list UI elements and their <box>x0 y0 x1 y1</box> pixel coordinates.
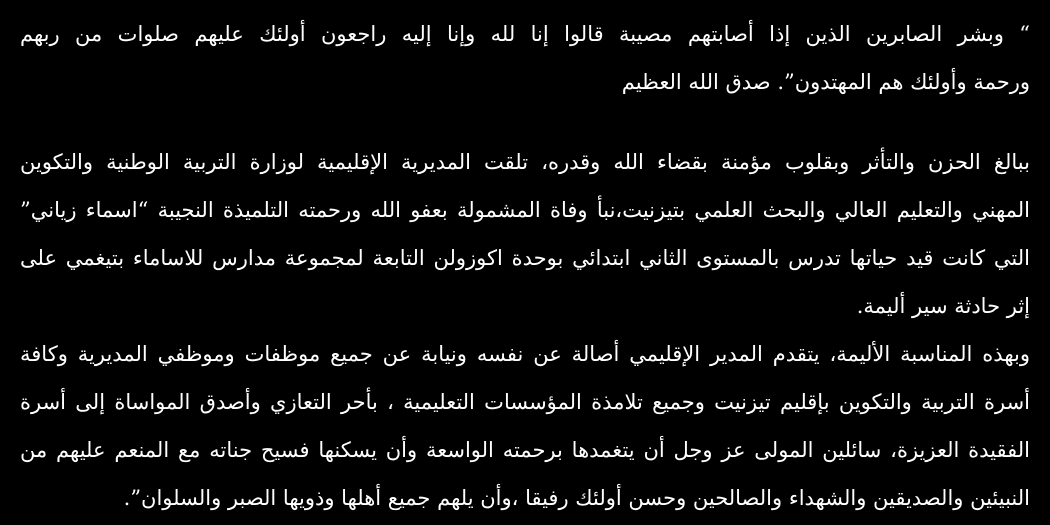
condolence-line-3: الفقيدة العزيزة، سائلين المولى عز وجل أن يتغمدها برحمته الواسعة وأن يسكنها فسيح جناته مع المنعم عليهم من <box>20 438 1030 462</box>
condolence-line-2: أسرة التربية والتكوين بإقليم تيزنيت وجميع تلامذة المؤسسات التعليمية ، بأحر التعازي وأصدق المواساة إلى أسرة <box>20 390 1030 414</box>
announcement-paragraph <box>20 138 1030 330</box>
condolence-paragraph <box>20 330 1030 522</box>
announcement-line-4: إثر حادثة سير أليمة. <box>856 294 1030 318</box>
announcement-line-1: ببالغ الحزن والتأثر وبقلوب مؤمنة بقضاء الله وقدره، تلقت المديرية الإقليمية لوزارة التربية الوطنية والتكوين <box>20 150 1030 174</box>
verse-line-1: “ وبشر الصابرين الذين إذا أصابتهم مصيبة قالوا إنا لله وإنا إليه راجعون أولئك عليهم صلوات من ربهم <box>20 22 1030 46</box>
announcement-line-2: المهني والتعليم العالي والبحث العلمي بتيزنيت،نبأ وفاة المشمولة بعفو الله ورحمته التلميذة النجيبة “اسماء زياني” <box>20 198 1030 222</box>
quran-verse <box>20 10 1030 106</box>
announcement-line-3: التي كانت قيد حياتها تدرس بالمستوى الثاني ابتدائي بوحدة اكوزولن التابعة لمجموعة مدارس للاساماء بتيغمي على <box>20 246 1030 270</box>
condolence-line-4: النبيئين والصديقين والشهداء والصالحين وحسن أولئك رفيقا ،وأن يلهم جميع أهلها وذويها الصبر والسلوان”. <box>123 486 1030 510</box>
condolence-line-1: وبهذه المناسبة الأليمة، يتقدم المدير الإقليمي أصالة عن نفسه ونيابة عن جميع موظفات وموظفي المديرية وكافة <box>20 342 1030 366</box>
verse-line-2: ورحمة وأولئك هم المهتدون”. صدق الله العظيم <box>621 70 1030 94</box>
paragraph-spacer <box>20 106 1030 138</box>
